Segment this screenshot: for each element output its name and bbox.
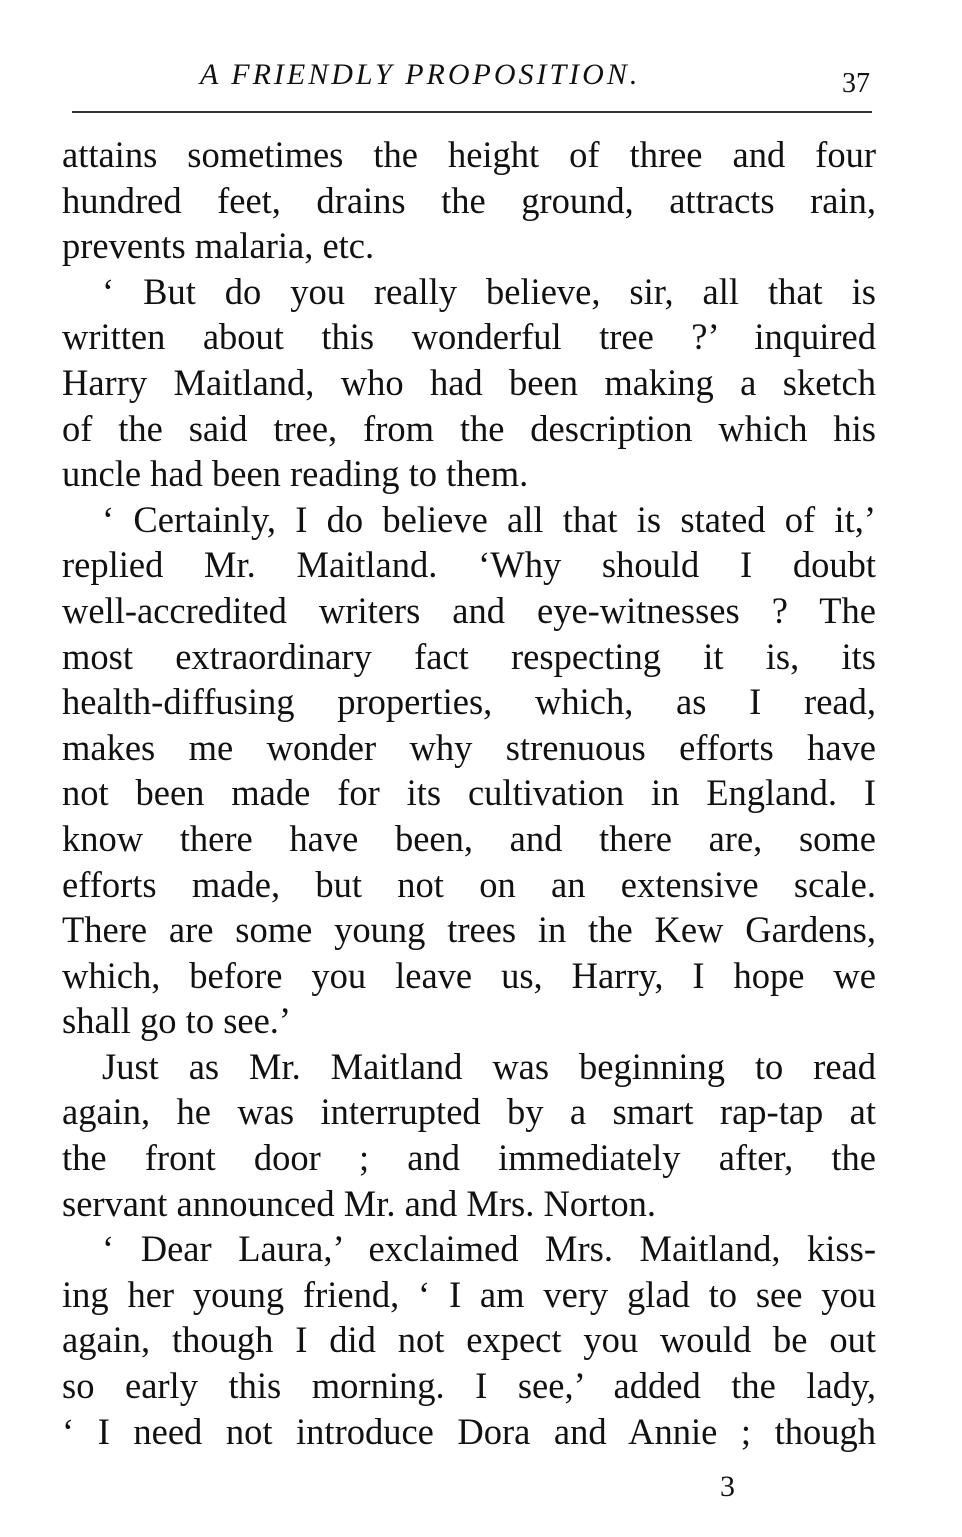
text-line: ‘ I need not introduce Dora and Annie ; though bbox=[62, 1410, 876, 1452]
text-line: prevents malaria, etc. bbox=[62, 225, 375, 267]
text-line: so early this morning. I see,’ added the lady, bbox=[62, 1365, 876, 1407]
body-text bbox=[62, 132, 876, 1454]
text-line: not been made for its cultivation in England. I bbox=[62, 772, 876, 814]
text-line: know there have been, and there are, some bbox=[62, 817, 876, 859]
text-line: written about this wonderful tree ?’ inquired bbox=[62, 316, 876, 358]
text-line: ‘ Certainly, I do believe all that is stated of it,’ bbox=[102, 498, 876, 540]
signature-mark: 3 bbox=[720, 1470, 735, 1503]
running-head bbox=[0, 58, 962, 98]
text-line: makes me wonder why strenuous efforts have bbox=[62, 726, 876, 768]
text-line: attains sometimes the height of three and four bbox=[62, 134, 876, 175]
running-title: A FRIENDLY PROPOSITION. bbox=[200, 58, 641, 91]
text-line: the front door ; and immediately after, the bbox=[62, 1137, 876, 1179]
text-line: hundred feet, drains the ground, attracts rain, bbox=[62, 179, 876, 221]
text-line: of the said tree, from the description which his bbox=[62, 407, 876, 449]
text-line: most extraordinary fact respecting it is, its bbox=[62, 635, 876, 677]
text-line: There are some young trees in the Kew Gardens, bbox=[62, 909, 876, 951]
page-number: 37 bbox=[842, 68, 870, 99]
text-line: shall go to see.’ bbox=[62, 1000, 292, 1042]
text-line: efforts made, but not on an extensive scale. bbox=[62, 863, 876, 905]
text-line: again, he was interrupted by a smart rap-tap at bbox=[62, 1091, 876, 1133]
header-rule bbox=[72, 111, 872, 113]
text-line: again, though I did not expect you would be out bbox=[62, 1319, 876, 1361]
text-line: Harry Maitland, who had been making a sketch bbox=[62, 361, 876, 403]
text-line: which, before you leave us, Harry, I hope we bbox=[62, 954, 876, 996]
text-line: uncle had been reading to them. bbox=[62, 453, 529, 495]
text-line: ing her young friend, ‘ I am very glad to see you bbox=[62, 1273, 876, 1315]
text-line: Just as Mr. Maitland was beginning to read bbox=[102, 1045, 876, 1087]
text-line: replied Mr. Maitland. ‘Why should I doubt bbox=[62, 544, 876, 586]
text-line: well-accredited writers and eye-witnesses ? The bbox=[62, 589, 876, 631]
text-line: health-diffusing properties, which, as I read, bbox=[62, 681, 876, 723]
text-line: ‘ But do you really believe, sir, all that is bbox=[102, 270, 876, 312]
text-line: ‘ Dear Laura,’ exclaimed Mrs. Maitland, kiss- bbox=[102, 1228, 876, 1270]
text-line: servant announced Mr. and Mrs. Norton. bbox=[62, 1182, 657, 1224]
